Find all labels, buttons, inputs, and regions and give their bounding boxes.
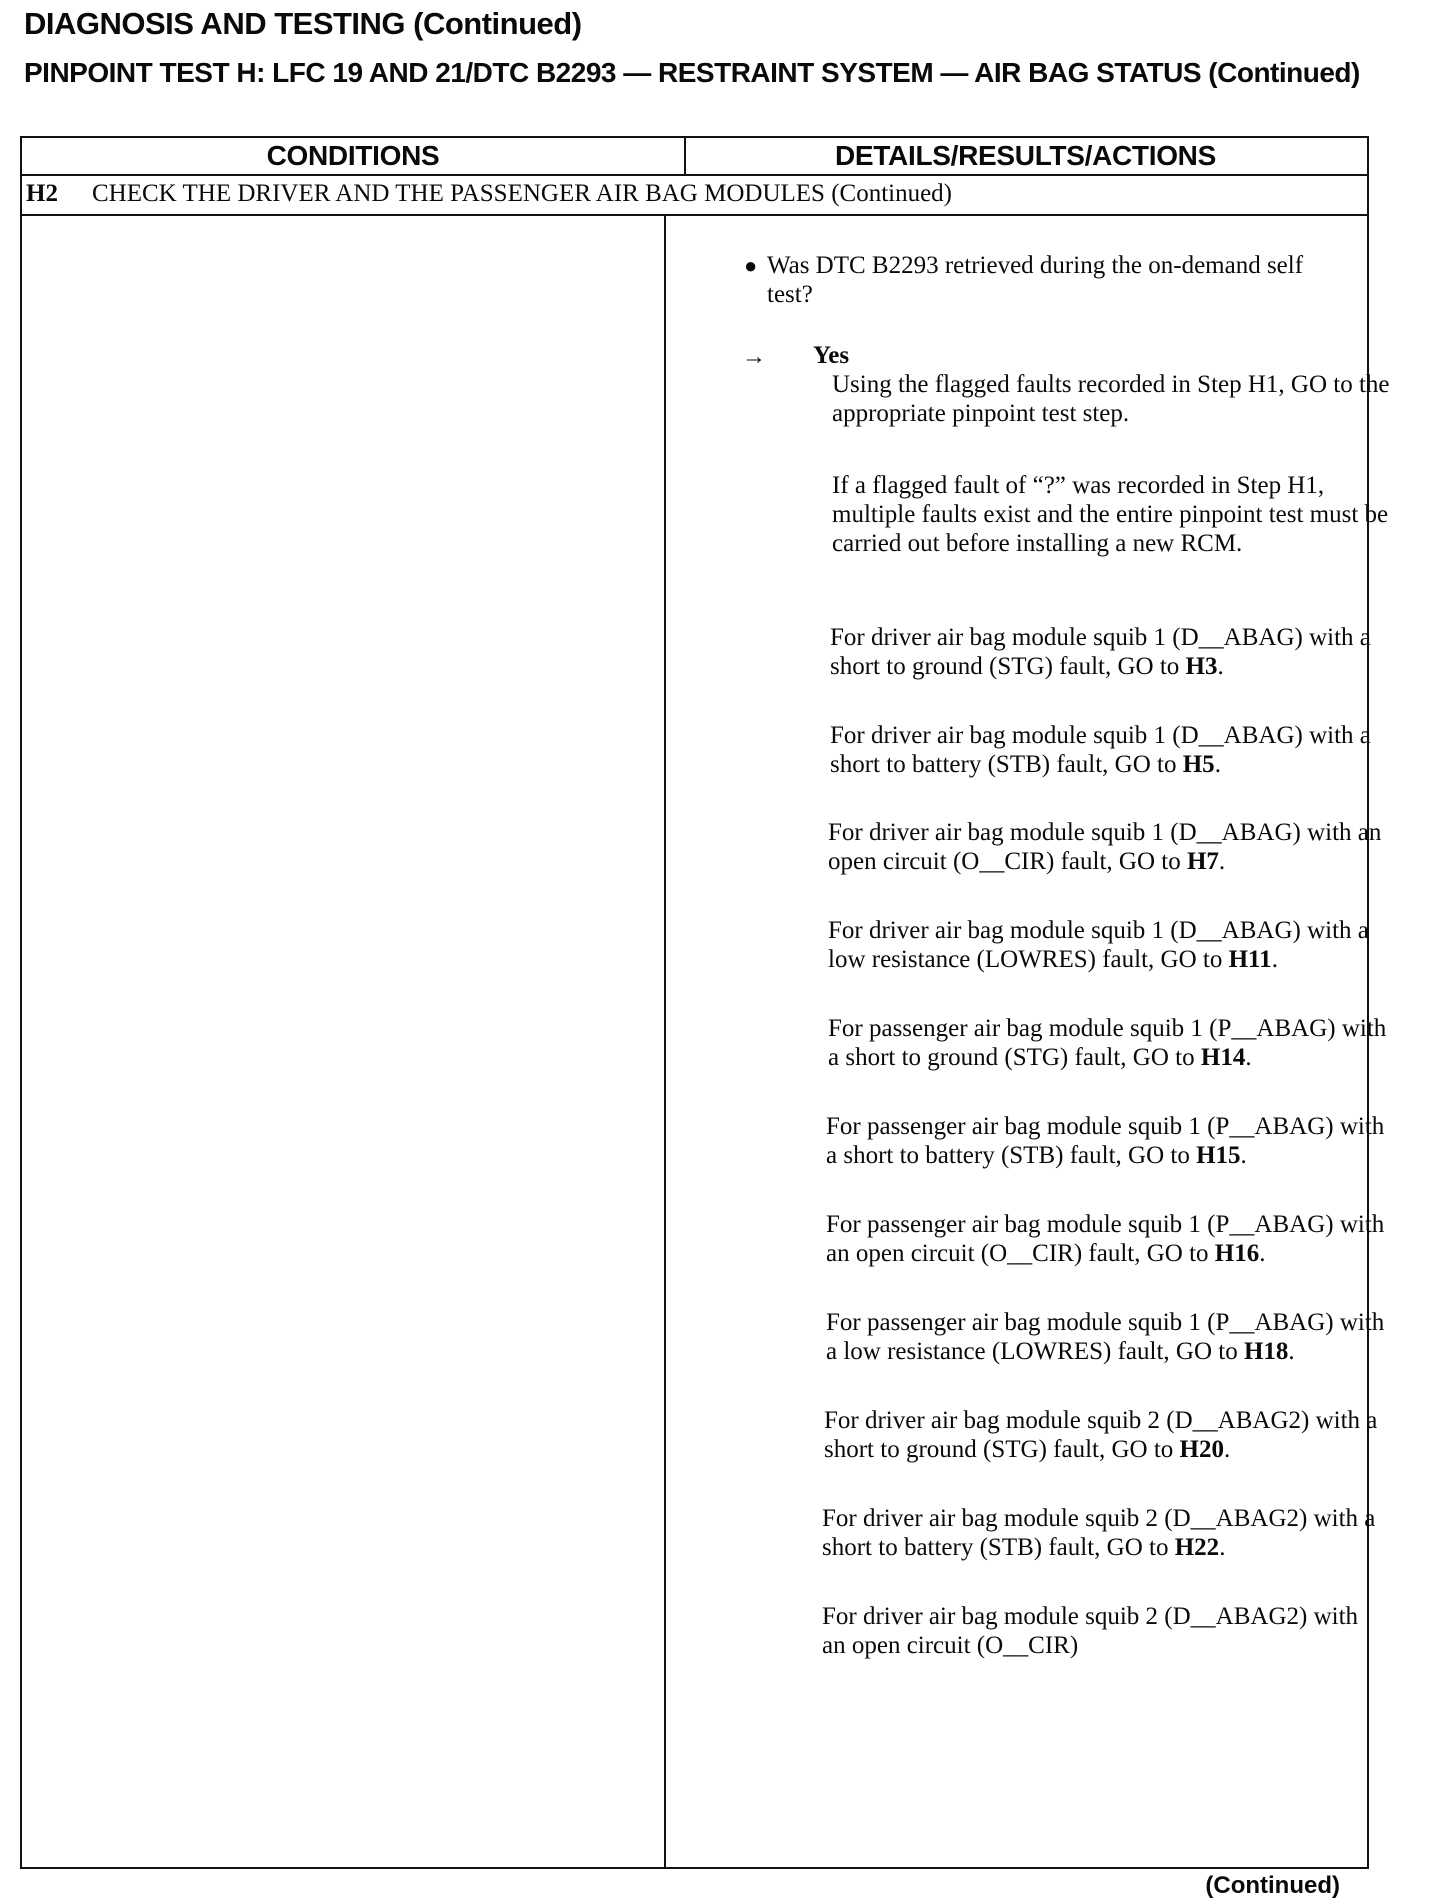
action-paragraph: For driver air bag module squib 1 (D__ABAG) with an open circuit (O__CIR) fault, GO to H7. xyxy=(828,819,1382,875)
column-header-details: DETAILS/RESULTS/ACTIONS xyxy=(835,140,1216,171)
answer-yes-label: Yes xyxy=(813,342,850,369)
action-paragraph: For driver air bag module squib 2 (D__ABAG2) with an open circuit (O__CIR) xyxy=(822,1603,1359,1659)
pinpoint-test-table xyxy=(20,136,1390,1869)
bullet-icon: ● xyxy=(744,253,758,278)
action-paragraph: Using the flagged faults recorded in Step H1, GO to the appropriate pinpoint test step. xyxy=(832,371,1390,427)
step-body xyxy=(22,216,1390,1867)
arrow-icon: → xyxy=(742,344,766,370)
page-title: DIAGNOSIS AND TESTING (Continued) xyxy=(24,6,582,41)
action-paragraph: For driver air bag module squib 2 (D__ABAG2) with a short to ground (STG) fault, GO to H20. xyxy=(824,1407,1378,1463)
action-paragraph: For passenger air bag module squib 1 (P__ABAG) with a short to ground (STG) fault, GO to H14. xyxy=(828,1015,1387,1071)
table-header-row xyxy=(22,138,1367,176)
action-paragraph: For passenger air bag module squib 1 (P__ABAG) with an open circuit (O__CIR) fault, GO to H16. xyxy=(826,1211,1385,1267)
action-paragraph: For driver air bag module squib 1 (D__ABAG) with a short to ground (STG) fault, GO to H3. xyxy=(830,624,1371,680)
action-paragraph: If a flagged fault of “?” was recorded in Step H1, multiple faults exist and the entire pinpoint test must be carried out before installing a new RCM. xyxy=(832,472,1389,557)
action-paragraph: For driver air bag module squib 1 (D__ABAG) with a short to battery (STB) fault, GO to H5. xyxy=(830,722,1371,778)
action-paragraph: For passenger air bag module squib 1 (P__ABAG) with a low resistance (LOWRES) fault, GO to H18. xyxy=(826,1309,1385,1365)
action-paragraph: For driver air bag module squib 1 (D__ABAG) with a low resistance (LOWRES) fault, GO to H11. xyxy=(828,917,1369,973)
pinpoint-test-title: PINPOINT TEST H: LFC 19 AND 21/DTC B2293 — RESTRAINT SYSTEM — AIR BAG STATUS (Continued) xyxy=(24,57,1360,88)
step-id: H2 xyxy=(26,180,58,207)
action-paragraph: For driver air bag module squib 2 (D__ABAG2) with a short to battery (STB) fault, GO to H22. xyxy=(822,1505,1376,1561)
step-row xyxy=(22,174,1367,216)
continued-footer: (Continued) xyxy=(1205,1872,1340,1899)
column-header-conditions: CONDITIONS xyxy=(266,140,440,171)
action-paragraph: For passenger air bag module squib 1 (P__ABAG) with a short to battery (STB) fault, GO to H15. xyxy=(826,1113,1385,1169)
question-text: Was DTC B2293 retrieved during the on-demand self test? xyxy=(767,252,1304,308)
step-title: CHECK THE DRIVER AND THE PASSENGER AIR BAG MODULES (Continued) xyxy=(92,180,953,207)
